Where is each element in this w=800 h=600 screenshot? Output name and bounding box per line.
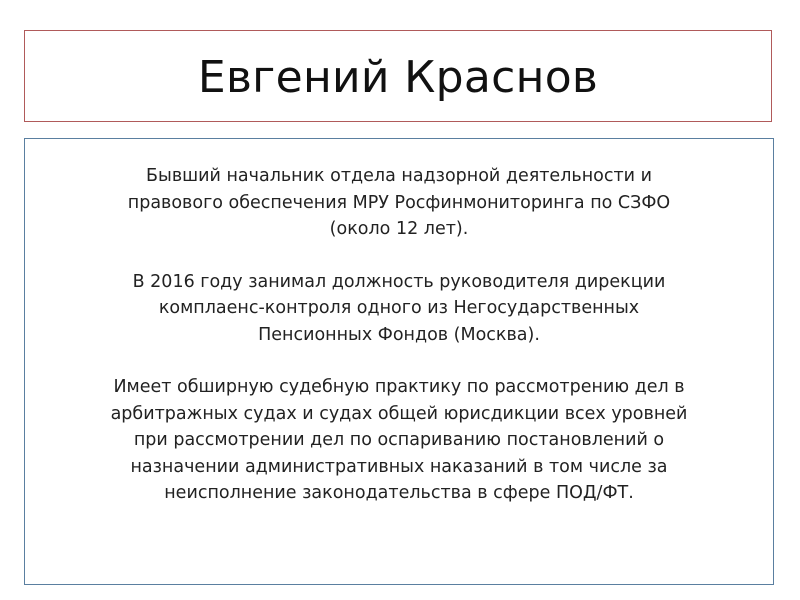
- content-body: [39, 163, 759, 533]
- content-box: [24, 138, 774, 585]
- paragraph-court-practice: Имеет обширную судебную практику по рассмотрению дел в арбитражных судах и судах общей юрисдикции всех уровней при рассмотрении дел по оспариванию постановлений о назначении административных наказаний в том числе за неисполнение законодательства в сфере ПОД/ФТ.: [110, 377, 688, 503]
- slide-title: Евгений Краснов: [197, 52, 599, 103]
- title-box: [24, 30, 772, 122]
- paragraph-former-position: Бывший начальник отдела надзорной деятельности и правового обеспечения МРУ Росфинмониторинга по СЗФО (около 12 лет).: [127, 166, 671, 239]
- paragraph-2016-position: В 2016 году занимал должность руководителя дирекции комплаенс-контроля одного из Негосударственных Пенсионных Фондов (Москва).: [132, 271, 666, 345]
